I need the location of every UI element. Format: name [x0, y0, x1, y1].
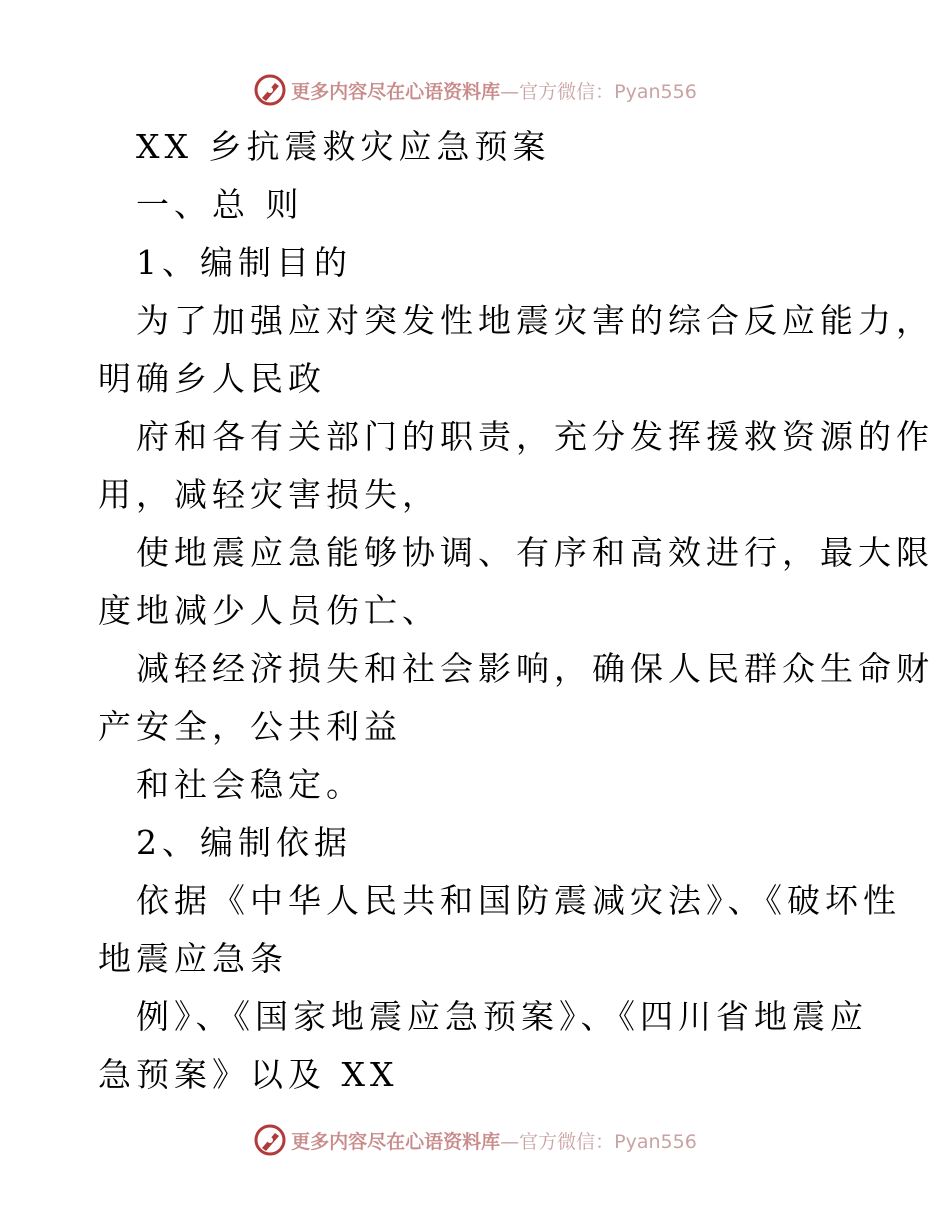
paragraph-line: 减轻经济损失和社会影响，确保人民群众生命财: [136, 649, 934, 688]
subsection-heading: 2、编制依据: [136, 823, 352, 862]
document-body: [98, 118, 934, 1104]
paragraph-line: 为了加强应对突发性地震灾害的综合反应能力，: [136, 301, 934, 340]
watermark-brand: 更多内容尽在心语资料库: [291, 1130, 501, 1153]
pen-circle-icon: [253, 73, 287, 107]
paragraph-line: 度地减少人员伤亡、: [98, 591, 440, 630]
watermark-banner-top: [0, 70, 950, 110]
paragraph-line: 产安全，公共利益: [98, 707, 402, 746]
watermark-brand: 更多内容尽在心语资料库: [291, 80, 501, 103]
watermark-banner-bottom: [0, 1120, 950, 1160]
paragraph-line: 明确乡人民政: [98, 359, 326, 398]
document-title: XX 乡抗震救灾应急预案: [136, 127, 551, 166]
paragraph-line: 府和各有关部门的职责，充分发挥援救资源的作: [136, 417, 934, 456]
paragraph-line: 例》、《国家地震应急预案》、《四川省地震应: [136, 997, 868, 1036]
watermark-suffix: —官方微信：Pyan556: [500, 80, 697, 103]
paragraph-line: 和社会稳定。: [136, 765, 364, 804]
paragraph-line: 使地震应急能够协调、有序和高效进行，最大限: [136, 533, 934, 572]
pen-circle-icon: [253, 1123, 287, 1157]
section-heading: 一、总 则: [136, 185, 304, 224]
paragraph-line: 地震应急条: [98, 939, 288, 978]
paragraph-line: 急预案》以及 XX: [98, 1055, 399, 1094]
watermark-suffix: —官方微信：Pyan556: [500, 1130, 697, 1153]
watermark-text: [291, 77, 697, 104]
paragraph-line: 用，减轻灾害损失，: [98, 475, 440, 514]
paragraph-line: 依据《中华人民共和国防震减灾法》、《破坏性: [136, 881, 901, 920]
subsection-heading: 1、编制目的: [136, 243, 352, 282]
watermark-text: [291, 1127, 697, 1154]
